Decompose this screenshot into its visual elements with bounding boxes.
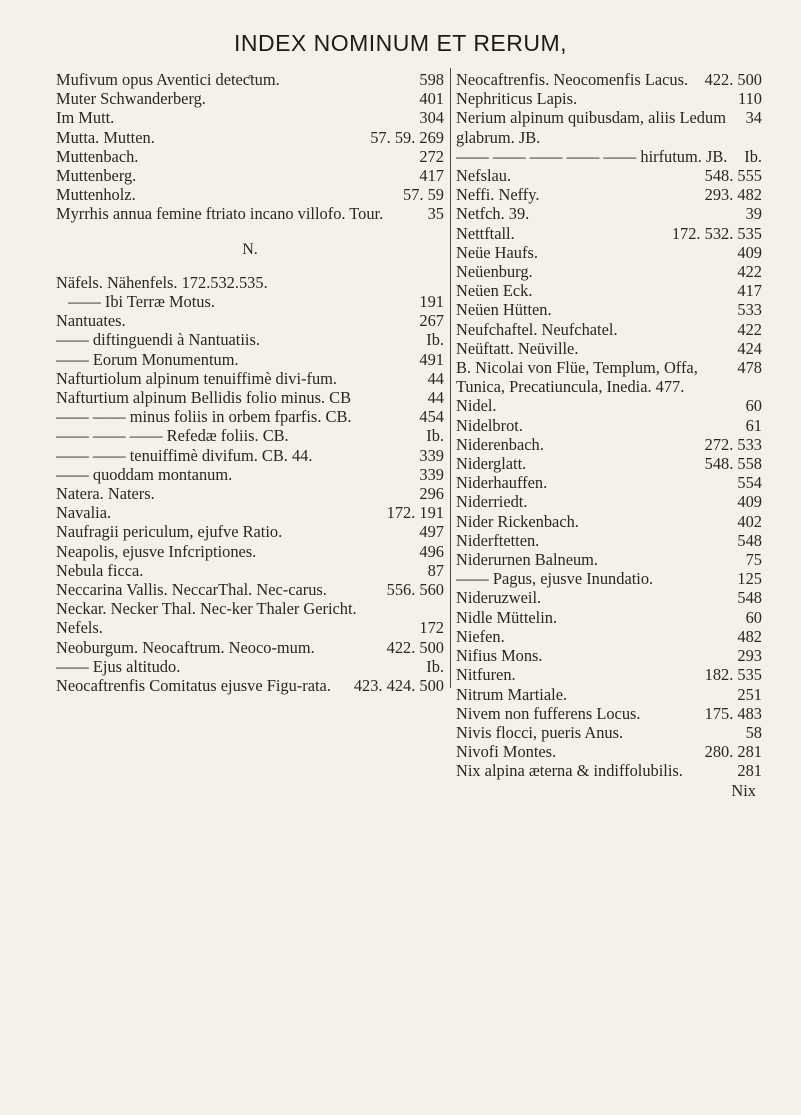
index-entry: Netfch. 39. 39 <box>456 204 762 224</box>
index-entry: Nix alpina æterna & indiffolubilis. 281 <box>456 761 762 781</box>
section-letter: N. <box>242 240 258 258</box>
index-entry: Niderenbach. 272. 533 <box>456 434 762 454</box>
index-entry: Nefels. 172 <box>56 618 444 638</box>
index-entry: —— Eorum Monumentum. 491 <box>56 349 444 369</box>
index-entry: Näfels. Nähenfels. 172.532.535. <box>56 272 268 292</box>
index-entry: —— Pagus, ejusve Inundatio. 125 <box>456 569 762 589</box>
index-entry: Neffi. Neffy. 293. 482 <box>456 185 762 205</box>
index-entry: Muttenholz. 57. 59 <box>56 185 444 205</box>
index-entry: Nafturtiolum alpinum tenuiffimè divi-fum. 44 <box>56 368 444 388</box>
index-entry: Muttenberg. 417 <box>56 166 444 186</box>
index-entry: Neocaftrenfis. Neocomenfis Lacus. 422. 500 <box>456 70 762 89</box>
right-column <box>456 70 762 800</box>
index-entry: Nerium alpinum quibusdam, aliis Ledum glabrum. JB. 34 <box>456 108 762 147</box>
index-entry: Nivofi Montes. 280. 281 <box>456 742 762 762</box>
catchword: Nix <box>731 780 756 800</box>
left-column <box>56 70 444 695</box>
index-entry: Neüen Hütten. 533 <box>456 300 762 320</box>
index-entry: Nivem non fufferens Locus. 175. 483 <box>456 703 762 723</box>
index-entry: Nefslau. 548. 555 <box>456 166 762 186</box>
index-entry: Nitfuren. 182. 535 <box>456 665 762 685</box>
index-entry: Niderhauffen. 554 <box>456 473 762 493</box>
index-entry: Nitrum Martiale. 251 <box>456 684 762 704</box>
index-entry: —— —— tenuiffimè divifum. CB. 44. 339 <box>56 445 444 465</box>
index-entry: Niderglatt. 548. 558 <box>456 454 762 474</box>
index-entry: Neufchaftel. Neufchatel. 422 <box>456 319 762 339</box>
index-entry: Neüe Haufs. 409 <box>456 242 762 262</box>
index-entry: Niderurnen Balneum. 75 <box>456 550 762 570</box>
index-entry: Neüenburg. 422 <box>456 262 762 282</box>
index-entry: Mutta. Mutten. 57. 59. 269 <box>56 127 444 147</box>
index-entry: Nivis flocci, pueris Anus. 58 <box>456 722 762 742</box>
index-entry: Naufragii periculum, ejufve Ratio. 497 <box>56 522 444 542</box>
index-entry: —— quoddam montanum. 339 <box>56 464 444 484</box>
index-entry: Nider Rickenbach. 402 <box>456 511 762 531</box>
column-divider <box>450 68 451 688</box>
index-entry: Niderftetten. 548 <box>456 530 762 550</box>
index-entry: Nantuates. 267 <box>56 311 444 331</box>
index-entry: —— diftinguendi à Nantuatiis. Ib. <box>56 330 444 350</box>
index-entry: Neüen Eck. 417 <box>456 281 762 301</box>
index-entry: Neüftatt. Neüville. 424 <box>456 338 762 358</box>
index-entry: Niderriedt. 409 <box>456 492 762 512</box>
index-entry: Nafturtium alpinum Bellidis folio minus. CB 44 <box>56 388 444 408</box>
page-header: INDEX NOMINUM ET RERUM, <box>233 30 568 56</box>
index-entry: —— —— —— —— —— hirfutum. JB. Ib. <box>456 146 762 166</box>
index-entry: Niefen. 482 <box>456 626 762 646</box>
index-entry: Nifius Mons. 293 <box>456 646 762 666</box>
index-entry: Neccarina Vallis. NeccarThal. Nec-carus. Neckar. Necker Thal. Nec-ker Thaler Gericht. 556. 560 <box>56 580 444 619</box>
index-entry: Myrrhis annua femine ftriato incano villofo. Tour. 35 <box>56 204 444 224</box>
index-entry: Neoburgum. Neocaftrum. Neoco-mum. 422. 500 <box>56 637 444 657</box>
index-entry: Nidel. 60 <box>456 396 762 416</box>
index-entry: Nebula ficca. 87 <box>56 560 444 580</box>
index-entry: Nideruzweil. 548 <box>456 588 762 608</box>
index-entry: Nettftall. 172. 532. 535 <box>456 223 762 243</box>
index-entry: Muttenbach. 272 <box>56 146 444 166</box>
index-entry: Im Mutt. 304 <box>56 108 444 128</box>
index-entry: Navalia. 172. 191 <box>56 503 444 523</box>
index-entry: Mufivum opus Aventici deteƈtum. 598 <box>56 70 444 89</box>
index-entry: Neapolis, ejusve Infcriptiones. 496 <box>56 541 444 561</box>
index-entry: —— —— minus foliis in orbem fparfis. CB. 454 <box>56 407 444 427</box>
index-entry: Neocaftrenfis Comitatus ejusve Figu-rata. 423. 424. 500 <box>56 676 444 696</box>
index-entry: Natera. Naters. 296 <box>56 484 444 504</box>
index-entry: Muter Schwanderberg. 401 <box>56 89 444 109</box>
index-entry: —— Ibi Terræ Motus. 191 <box>68 292 444 312</box>
index-entry: B. Nicolai von Flüe, Templum, Offa, Tunica, Precatiuncula, Inedia. 477. 478 <box>456 358 762 397</box>
index-entry: —— —— —— Refedæ foliis. CB. Ib. <box>56 426 444 446</box>
index-entry: —— Ejus altitudo. Ib. <box>56 656 444 676</box>
index-entry: Nidelbrot. 61 <box>456 415 762 435</box>
index-entry: Nephriticus Lapis. 110 <box>456 89 762 109</box>
index-entry: Nidle Müttelin. 60 <box>456 607 762 627</box>
